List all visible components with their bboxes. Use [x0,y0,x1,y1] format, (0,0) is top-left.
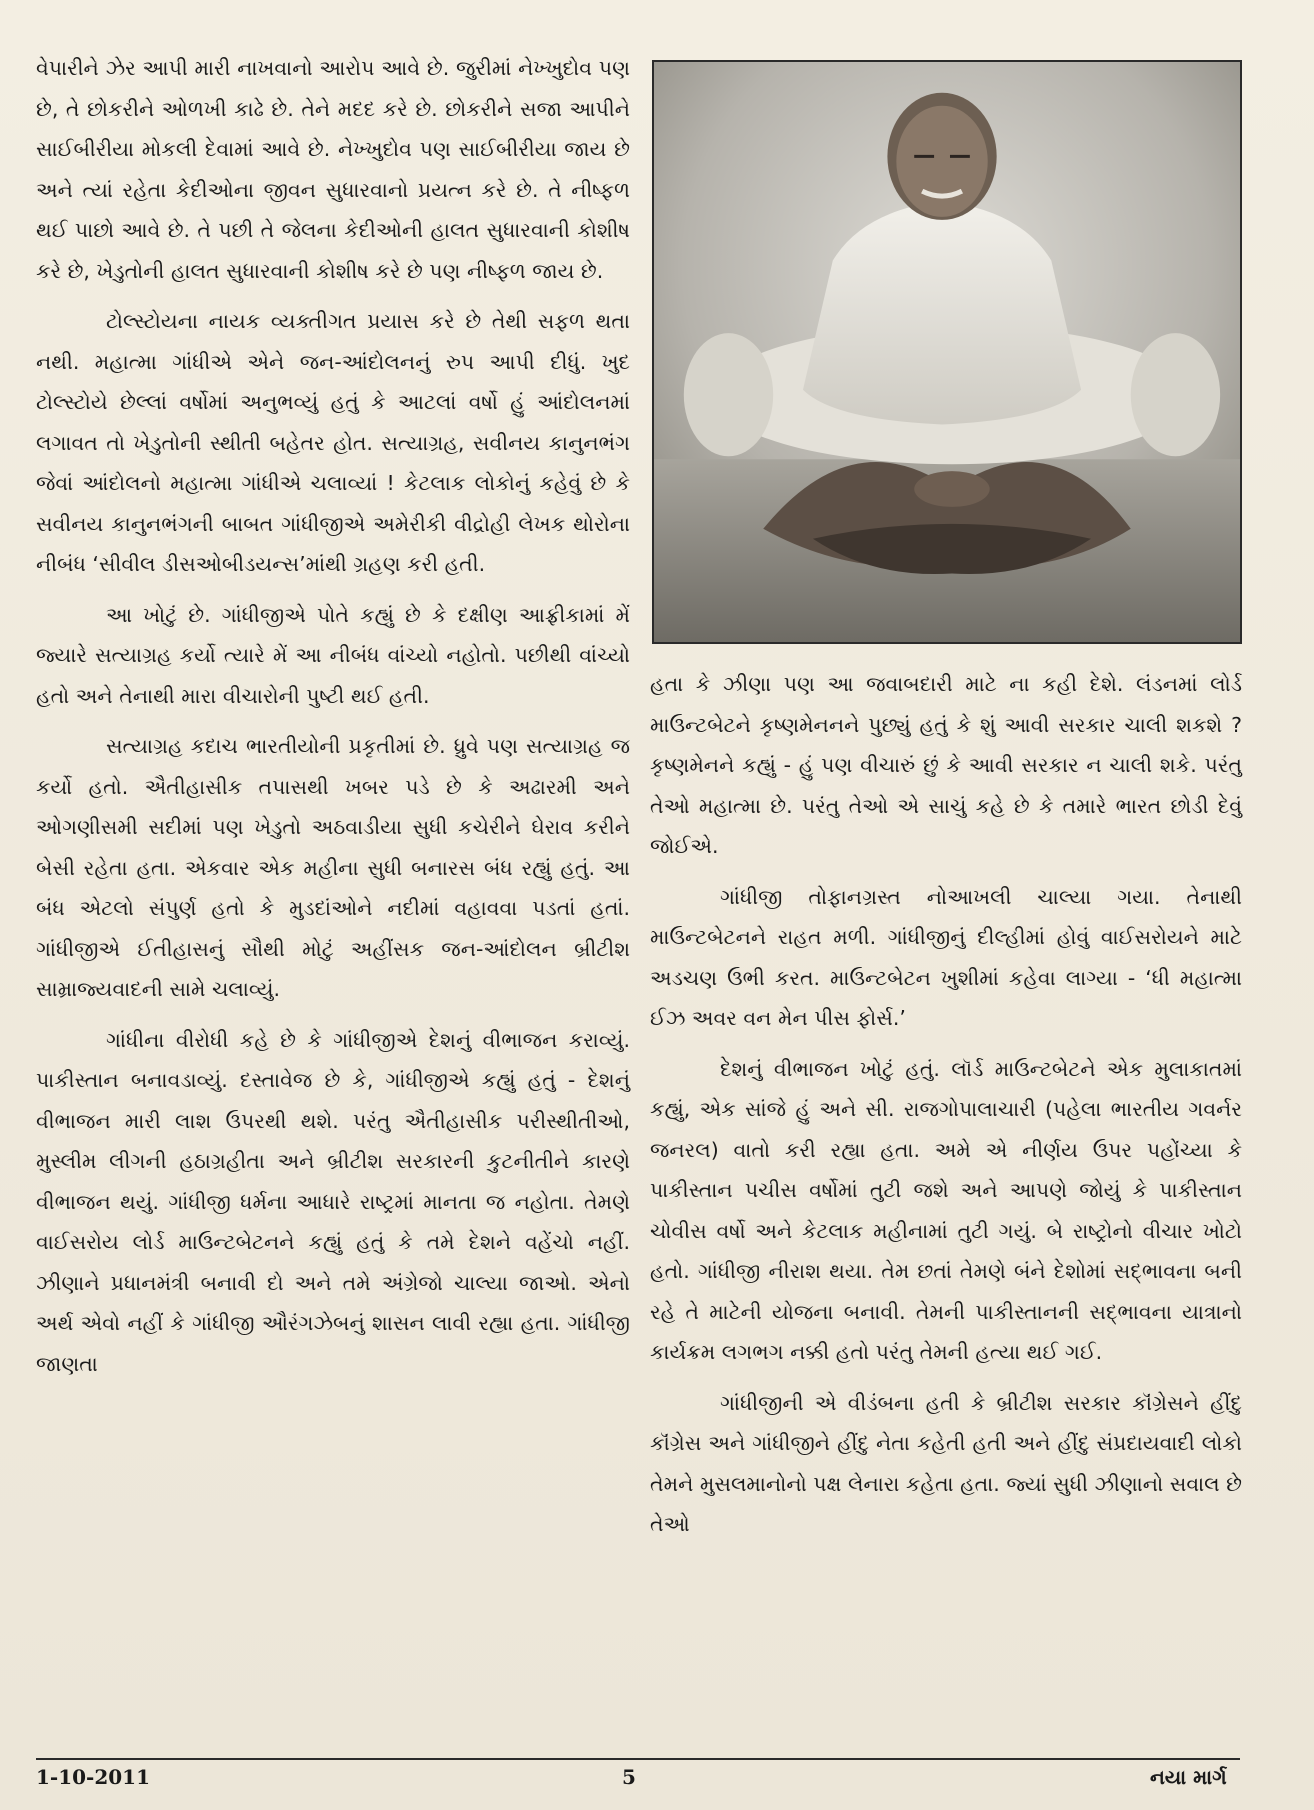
seated-figure-illustration [654,62,1240,642]
paragraph: હતા કે ઝીણા પણ આ જવાબદારી માટે ના કહી દેશે. લંડનમાં લોર્ડ માઉન્ટબેટને કૃષ્ણમેનનને પુછ્યું હતું કે શું આવી સરકાર ચાલી શકશે ? કૃષ્ણમેનને કહ્યું - હું પણ વીચારું છું કે આવી સરકાર ન ચાલી શકે. પરંતુ તેઓ મહાત્મા છે. પરંતુ તેઓ એ સાચું કહે છે કે તમારે ભારત છોડી દેવું જોઈએ. [650,672,1242,858]
paragraph: દેશનું વીભાજન ખોટું હતું. લૉર્ડ માઉન્ટબેટને એક મુલાકાતમાં કહ્યું, એક સાંજે હું અને સી. રાજગોપાલાચારી (પહેલા ભારતીય ગવર્નર જનરલ) વાતો કરી રહ્યા હતા. અમે એ નીર્ણય ઉપર પહોંચ્યા કે પાકીસ્તાન પચીસ વર્ષોમાં તુટી જશે અને આપણે જોયું કે પાકીસ્તાન ચોવીસ વર્ષો અને કેટલાક મહીનામાં તુટી ગયું. બે રાષ્ટ્રોનો વીચાર ખોટો હતો. ગાંધીજી નીરાશ થયા. તેમ છતાં તેમણે બંને દેશોમાં સદ્ભાવના બની રહે તે માટેની યોજના બનાવી. તેમની પાકીસ્તાનની સદ્ભાવના યાત્રાનો કાર્યક્રમ લગભગ નક્કી હતો પરંતુ તેમની હત્યા થઈ ગઈ. [650,1056,1242,1364]
paragraph: ગાંધીજીની એ વીડંબના હતી કે બ્રીટીશ સરકાર કૉંગ્રેસને હીંદુ કૉંગ્રેસ અને ગાંધીજીને હીંદુ નેતા કહેતી હતી અને હીંદુ સંપ્રદાયવાદી લોકો તેમને મુસલમાનોનો પક્ષ લેનારા કહેતા હતા. જ્યાં સુધી ઝીણાનો સવાલ છે તેઓ [650,1390,1242,1536]
gandhi-photo [652,60,1242,644]
footer-date: 1-10-2011 [36,1765,151,1789]
footer-rule [36,1758,1240,1760]
right-column [650,664,1242,1555]
page-number: 5 [622,1765,636,1789]
paragraph: સત્યાગ્રહ કદાચ ભારતીયોની પ્રકૃતીમાં છે. ધ્રુવે પણ સત્યાગ્રહ જ કર્યો હતો. ઐતીહાસીક તપાસથી ખબર પડે છે કે અઢારમી અને ઓગણીસમી સદીમાં પણ ખેડુતો અઠવાડીયા સુધી કચેરીને ઘેરાવ કરીને બેસી રહેતા હતા. એકવાર એક મહીના સુધી બનારસ બંધ રહ્યું હતું. આ બંધ એટલો સંપુર્ણ હતો કે મુડદાંઓને નદીમાં વહાવવા પડતાં હતાં. ગાંધીજીએ ઈતીહાસનું સૌથી મોટું અહીંસક જન-આંદોલન બ્રીટીશ સામ્રાજ્યવાદની સામે ચલાવ્યું. [36,734,630,1001]
publication-name: નયા માર્ગ [1150,1765,1227,1789]
paragraph: ગાંધીના વીરોધી કહે છે કે ગાંધીજીએ દેશનું વીભાજન કરાવ્યું. પાકીસ્તાન બનાવડાવ્યું. દસ્તાવેજ છે કે, ગાંધીજીએ કહ્યું હતું - દેશનું વીભાજન મારી લાશ ઉપરથી થશે. પરંતુ ઐતીહાસીક પરીસ્થીતીઓ, મુસ્લીમ લીગની હઠાગ્રહીતા અને બ્રીટીશ સરકારની કુટનીતીને કારણે વીભાજન થયું. ગાંધીજી ધર્મના આધારે રાષ્ટ્રમાં માનતા જ નહોતા. તેમણે વાઈસરોય લોર્ડ માઉન્ટબેટનને કહ્યું હતું કે તમે દેશને વહેંચો નહીં. ઝીણાને પ્રધાનમંત્રી બનાવી દો અને તમે અંગ્રેજો ચાલ્યા જાઓ. એનો અર્થ એવો નહીં કે ગાંધીજી ઔરંગઝેબનું શાસન લાવી રહ્યા હતા. ગાંધીજી જાણતા [36,1027,630,1376]
left-column [36,48,630,1394]
paragraph: ગાંધીજી તોફાનગ્રસ્ત નોઆખલી ચાલ્યા ગયા. તેનાથી માઉન્ટબેટનને રાહત મળી. ગાંધીજીનું દીલ્હીમાં હોવું વાઈસરોયને માટે અડચણ ઉભી કરત. માઉન્ટબેટન ખુશીમાં કહેવા લાગ્યા - ‘ધી મહાત્મા ઈઝ અવર વન મેન પીસ ફોર્સ.’ [650,884,1242,1030]
paragraph: વેપારીને ઝેર આપી મારી નાખવાનો આરોપ આવે છે. જુરીમાં નેખ્ખુદોવ પણ છે, તે છોકરીને ઓળખી કાઢે છે. તેને મદદ કરે છે. છોકરીને સજા આપીને સાઈબીરીયા મોકલી દેવામાં આવે છે. નેખ્ખુદોવ પણ સાઈબીરીયા જાય છે અને ત્યાં રહેતા કેદીઓના જીવન સુધારવાનો પ્રયત્ન કરે છે. તે નીષ્ફળ થઈ પાછો આવે છે. તે પછી તે જેલના કેદીઓની હાલત સુધારવાની કોશીષ કરે છે, ખેડુતોની હાલત સુધારવાની કોશીષ કરે છે પણ નીષ્ફળ જાય છે. [36,56,630,283]
paragraph: આ ખોટું છે. ગાંધીજીએ પોતે કહ્યું છે કે દક્ષીણ આફ્રીકામાં મેં જ્યારે સત્યાગ્રહ કર્યો ત્યારે મેં આ નીબંધ વાંચ્યો નહોતો. પછીથી વાંચ્યો હતો અને તેનાથી મારા વીચારોની પુષ્ટી થઈ હતી. [36,602,630,708]
paragraph: ટોલ્સ્ટોયના નાયક વ્યક્તીગત પ્રયાસ કરે છે તેથી સફળ થતા નથી. મહાત્મા ગાંધીએ એને જન-આંદોલનનું રુપ આપી દીધું. ખુદ ટોલ્સ્ટોયે છેલ્લાં વર્ષોમાં અનુભવ્યું હતું કે આટલાં વર્ષો હું આંદોલનમાં લગાવત તો ખેડુતોની સ્થીતી બહેતર હોત. સત્યાગ્રહ, સવીનય કાનુનભંગ જેવાં આંદોલનો મહાત્મા ગાંધીએ ચલાવ્યાં ! કેટલાક લોકોનું કહેવું છે કે સવીનય કાનુનભંગની બાબત ગાંધીજીએ અમેરીકી વીદ્રોહી લેખક થોરોના નીબંધ ‘સીવીલ ડીસઓબીડયન્સ’માંથી ગ્રહણ કરી હતી. [36,309,630,576]
